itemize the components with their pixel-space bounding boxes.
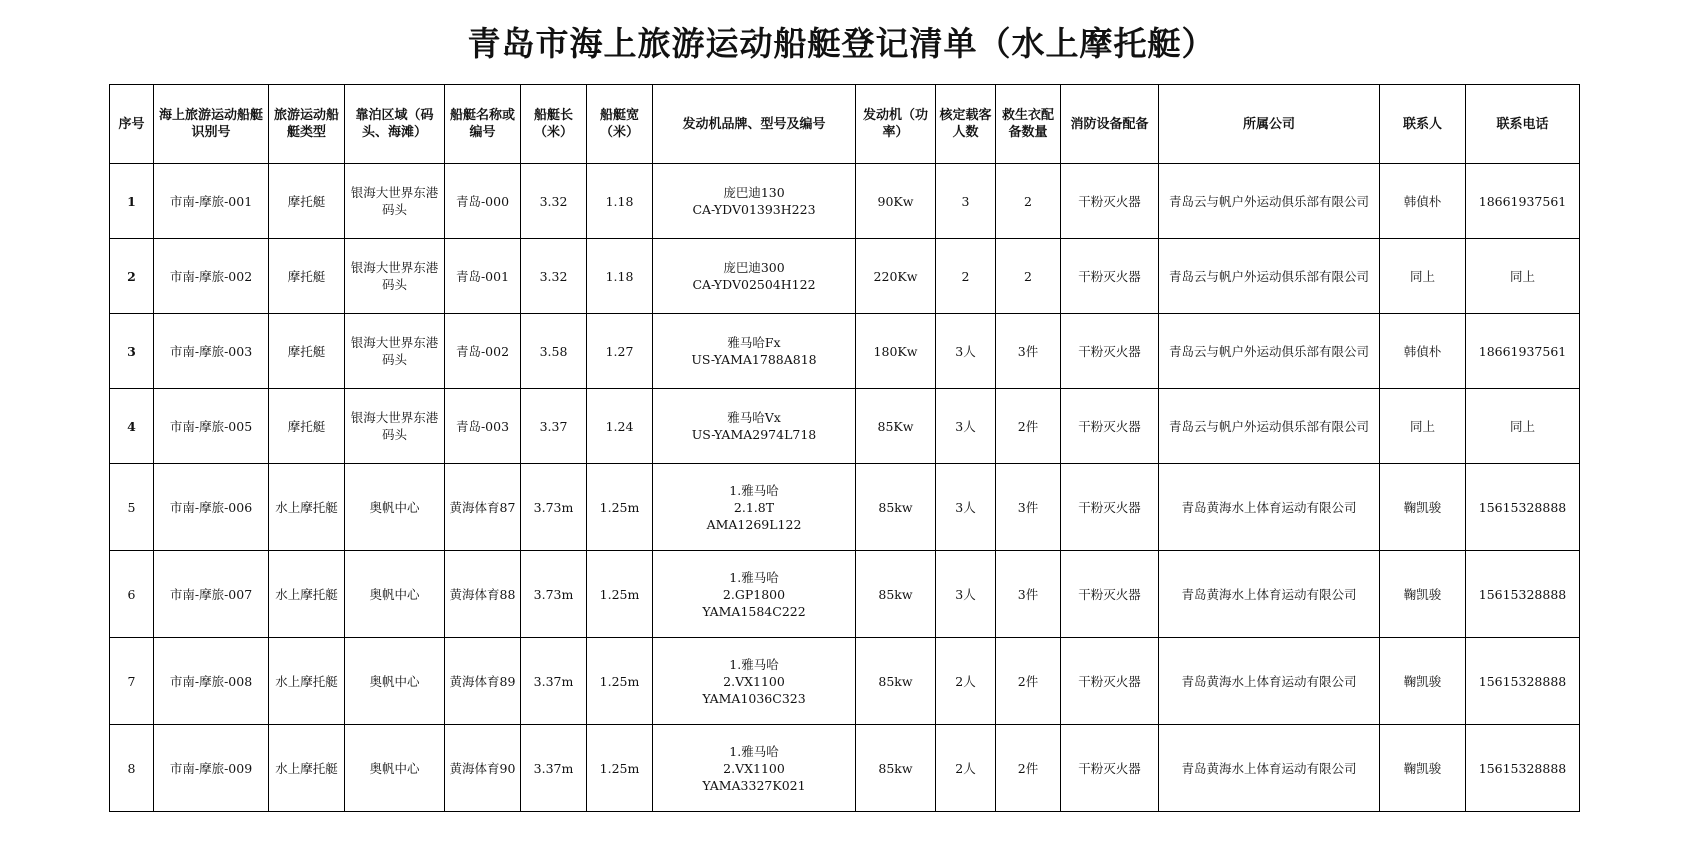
cell-power: 180Kw bbox=[856, 314, 936, 389]
cell-length: 3.73m bbox=[521, 551, 587, 638]
cell-contact: 鞠凯骏 bbox=[1380, 464, 1466, 551]
cell-power: 85kw bbox=[856, 638, 936, 725]
cell-contact: 鞠凯骏 bbox=[1380, 725, 1466, 812]
engine-line: 庞巴迪130 bbox=[723, 185, 785, 200]
cell-name: 黄海体育90 bbox=[445, 725, 521, 812]
table-row bbox=[110, 314, 1580, 389]
cell-capacity: 3人 bbox=[936, 551, 996, 638]
cell-lifejackets: 2件 bbox=[996, 725, 1061, 812]
cell-name: 青岛-001 bbox=[445, 239, 521, 314]
cell-company: 青岛黄海水上体育运动有限公司 bbox=[1159, 551, 1380, 638]
header-lifejackets: 救生衣配备数量 bbox=[996, 85, 1061, 164]
cell-company: 青岛黄海水上体育运动有限公司 bbox=[1159, 464, 1380, 551]
engine-line: YAMA1036C323 bbox=[702, 690, 806, 706]
header-capacity: 核定载客人数 bbox=[936, 85, 996, 164]
engine-line: US-YAMA2974L718 bbox=[691, 427, 817, 442]
cell-capacity: 3人 bbox=[936, 314, 996, 389]
engine-line: 雅马哈Fx bbox=[727, 335, 781, 350]
cell-contact: 鞠凯骏 bbox=[1380, 551, 1466, 638]
cell-phone: 18661937561 bbox=[1466, 314, 1580, 389]
header-type: 旅游运动船艇类型 bbox=[269, 85, 345, 164]
engine-line: 2.VX1100 bbox=[723, 673, 785, 689]
cell-type: 水上摩托艇 bbox=[269, 638, 345, 725]
cell-company: 青岛黄海水上体育运动有限公司 bbox=[1159, 638, 1380, 725]
cell-id: 市南-摩旅-002 bbox=[154, 239, 269, 314]
cell-power: 90Kw bbox=[856, 164, 936, 239]
cell-width: 1.25m bbox=[587, 638, 653, 725]
cell-company: 青岛黄海水上体育运动有限公司 bbox=[1159, 725, 1380, 812]
cell-width: 1.24 bbox=[587, 389, 653, 464]
cell-length: 3.37m bbox=[521, 725, 587, 812]
cell-berth: 奥帆中心 bbox=[345, 464, 445, 551]
cell-contact: 韩偵朴 bbox=[1380, 314, 1466, 389]
cell-width: 1.25m bbox=[587, 464, 653, 551]
cell-company: 青岛云与帆户外运动俱乐部有限公司 bbox=[1159, 389, 1380, 464]
cell-contact: 鞠凯骏 bbox=[1380, 638, 1466, 725]
header-power: 发动机（功率） bbox=[856, 85, 936, 164]
cell-width: 1.25m bbox=[587, 725, 653, 812]
engine-line: YAMA3327K021 bbox=[702, 777, 806, 793]
cell-fire: 干粉灭火器 bbox=[1061, 464, 1159, 551]
header-engine: 发动机品牌、型号及编号 bbox=[653, 85, 856, 164]
engine-line: 1.雅马哈 bbox=[729, 656, 779, 672]
cell-company: 青岛云与帆户外运动俱乐部有限公司 bbox=[1159, 239, 1380, 314]
cell-name: 青岛-003 bbox=[445, 389, 521, 464]
header-fire: 消防设备配备 bbox=[1061, 85, 1159, 164]
cell-capacity: 3人 bbox=[936, 389, 996, 464]
cell-berth: 银海大世界东港码头 bbox=[345, 314, 445, 389]
cell-fire: 干粉灭火器 bbox=[1061, 638, 1159, 725]
table-row bbox=[110, 164, 1580, 239]
cell-fire: 干粉灭火器 bbox=[1061, 389, 1159, 464]
cell-berth: 奥帆中心 bbox=[345, 725, 445, 812]
header-id: 海上旅游运动船艇识别号 bbox=[154, 85, 269, 164]
page-title: 青岛市海上旅游运动船艇登记清单（水上摩托艇） bbox=[467, 24, 1216, 63]
cell-capacity: 2人 bbox=[936, 638, 996, 725]
engine-line: 2.VX1100 bbox=[723, 760, 785, 776]
cell-fire: 干粉灭火器 bbox=[1061, 551, 1159, 638]
engine-line: AMA1269L122 bbox=[706, 516, 802, 532]
cell-lifejackets: 2 bbox=[996, 164, 1061, 239]
engine-line: 庞巴迪300 bbox=[723, 260, 785, 275]
cell-contact: 韩偵朴 bbox=[1380, 164, 1466, 239]
cell-id: 市南-摩旅-007 bbox=[154, 551, 269, 638]
engine-line: 1.雅马哈 bbox=[729, 569, 779, 585]
cell-seq: 1 bbox=[110, 164, 154, 239]
cell-id: 市南-摩旅-005 bbox=[154, 389, 269, 464]
cell-seq: 8 bbox=[110, 725, 154, 812]
cell-berth: 银海大世界东港码头 bbox=[345, 164, 445, 239]
cell-phone: 同上 bbox=[1466, 239, 1580, 314]
cell-type: 摩托艇 bbox=[269, 314, 345, 389]
cell-capacity: 2人 bbox=[936, 725, 996, 812]
cell-id: 市南-摩旅-001 bbox=[154, 164, 269, 239]
header-berth: 靠泊区域（码头、海滩） bbox=[345, 85, 445, 164]
cell-engine bbox=[653, 638, 856, 725]
cell-company: 青岛云与帆户外运动俱乐部有限公司 bbox=[1159, 164, 1380, 239]
table-row bbox=[110, 551, 1580, 638]
table-row bbox=[110, 464, 1580, 551]
cell-seq: 3 bbox=[110, 314, 154, 389]
cell-width: 1.25m bbox=[587, 551, 653, 638]
cell-name: 青岛-000 bbox=[445, 164, 521, 239]
cell-fire: 干粉灭火器 bbox=[1061, 725, 1159, 812]
cell-berth: 奥帆中心 bbox=[345, 638, 445, 725]
cell-seq: 2 bbox=[110, 239, 154, 314]
cell-lifejackets: 3件 bbox=[996, 551, 1061, 638]
engine-line: US-YAMA1788A818 bbox=[691, 352, 817, 367]
table-row bbox=[110, 389, 1580, 464]
header-company: 所属公司 bbox=[1159, 85, 1380, 164]
cell-phone: 15615328888 bbox=[1466, 551, 1580, 638]
engine-line: 1.雅马哈 bbox=[729, 482, 779, 498]
cell-width: 1.27 bbox=[587, 314, 653, 389]
cell-power: 85Kw bbox=[856, 389, 936, 464]
cell-fire: 干粉灭火器 bbox=[1061, 164, 1159, 239]
cell-width: 1.18 bbox=[587, 164, 653, 239]
cell-capacity: 2 bbox=[936, 239, 996, 314]
cell-contact: 同上 bbox=[1380, 239, 1466, 314]
table-row bbox=[110, 239, 1580, 314]
table-row bbox=[110, 725, 1580, 812]
engine-line: 雅马哈Vx bbox=[727, 410, 781, 425]
cell-berth: 奥帆中心 bbox=[345, 551, 445, 638]
cell-seq: 4 bbox=[110, 389, 154, 464]
cell-fire: 干粉灭火器 bbox=[1061, 239, 1159, 314]
registration-table bbox=[109, 84, 1580, 812]
header-name: 船艇名称或编号 bbox=[445, 85, 521, 164]
cell-company: 青岛云与帆户外运动俱乐部有限公司 bbox=[1159, 314, 1380, 389]
cell-id: 市南-摩旅-003 bbox=[154, 314, 269, 389]
cell-lifejackets: 2件 bbox=[996, 638, 1061, 725]
engine-line: 2.GP1800 bbox=[722, 586, 786, 602]
cell-phone: 18661937561 bbox=[1466, 164, 1580, 239]
cell-seq: 5 bbox=[110, 464, 154, 551]
cell-power: 220Kw bbox=[856, 239, 936, 314]
cell-type: 摩托艇 bbox=[269, 239, 345, 314]
table-row bbox=[110, 638, 1580, 725]
cell-type: 水上摩托艇 bbox=[269, 551, 345, 638]
cell-length: 3.37 bbox=[521, 389, 587, 464]
cell-width: 1.18 bbox=[587, 239, 653, 314]
cell-length: 3.37m bbox=[521, 638, 587, 725]
cell-id: 市南-摩旅-009 bbox=[154, 725, 269, 812]
cell-type: 摩托艇 bbox=[269, 389, 345, 464]
cell-phone: 同上 bbox=[1466, 389, 1580, 464]
cell-length: 3.32 bbox=[521, 239, 587, 314]
cell-length: 3.58 bbox=[521, 314, 587, 389]
header-seq: 序号 bbox=[110, 85, 154, 164]
cell-length: 3.73m bbox=[521, 464, 587, 551]
cell-name: 黄海体育88 bbox=[445, 551, 521, 638]
engine-line: 1.雅马哈 bbox=[729, 743, 779, 759]
cell-power: 85kw bbox=[856, 725, 936, 812]
cell-length: 3.32 bbox=[521, 164, 587, 239]
cell-phone: 15615328888 bbox=[1466, 464, 1580, 551]
cell-name: 黄海体育87 bbox=[445, 464, 521, 551]
cell-type: 水上摩托艇 bbox=[269, 464, 345, 551]
cell-engine bbox=[653, 164, 856, 239]
cell-contact: 同上 bbox=[1380, 389, 1466, 464]
header-row bbox=[110, 85, 1580, 164]
cell-type: 水上摩托艇 bbox=[269, 725, 345, 812]
cell-phone: 15615328888 bbox=[1466, 638, 1580, 725]
header-length: 船艇长（米） bbox=[521, 85, 587, 164]
cell-id: 市南-摩旅-006 bbox=[154, 464, 269, 551]
cell-engine bbox=[653, 464, 856, 551]
cell-seq: 6 bbox=[110, 551, 154, 638]
engine-line: YAMA1584C222 bbox=[702, 603, 806, 619]
cell-lifejackets: 3件 bbox=[996, 464, 1061, 551]
cell-id: 市南-摩旅-008 bbox=[154, 638, 269, 725]
cell-lifejackets: 2 bbox=[996, 239, 1061, 314]
cell-lifejackets: 3件 bbox=[996, 314, 1061, 389]
header-phone: 联系电话 bbox=[1466, 85, 1580, 164]
cell-power: 85kw bbox=[856, 464, 936, 551]
cell-engine bbox=[653, 551, 856, 638]
cell-phone: 15615328888 bbox=[1466, 725, 1580, 812]
header-width: 船艇宽（米） bbox=[587, 85, 653, 164]
cell-engine bbox=[653, 389, 856, 464]
cell-power: 85kw bbox=[856, 551, 936, 638]
cell-engine bbox=[653, 314, 856, 389]
engine-line: CA-YDV02504H122 bbox=[692, 277, 816, 292]
cell-berth: 银海大世界东港码头 bbox=[345, 239, 445, 314]
cell-seq: 7 bbox=[110, 638, 154, 725]
cell-berth: 银海大世界东港码头 bbox=[345, 389, 445, 464]
cell-name: 青岛-002 bbox=[445, 314, 521, 389]
cell-engine bbox=[653, 725, 856, 812]
cell-type: 摩托艇 bbox=[269, 164, 345, 239]
engine-line: 2.1.8T bbox=[733, 499, 775, 515]
cell-name: 黄海体育89 bbox=[445, 638, 521, 725]
cell-capacity: 3 bbox=[936, 164, 996, 239]
cell-capacity: 3人 bbox=[936, 464, 996, 551]
cell-engine bbox=[653, 239, 856, 314]
header-contact: 联系人 bbox=[1380, 85, 1466, 164]
cell-fire: 干粉灭火器 bbox=[1061, 314, 1159, 389]
engine-line: CA-YDV01393H223 bbox=[692, 202, 816, 217]
cell-lifejackets: 2件 bbox=[996, 389, 1061, 464]
